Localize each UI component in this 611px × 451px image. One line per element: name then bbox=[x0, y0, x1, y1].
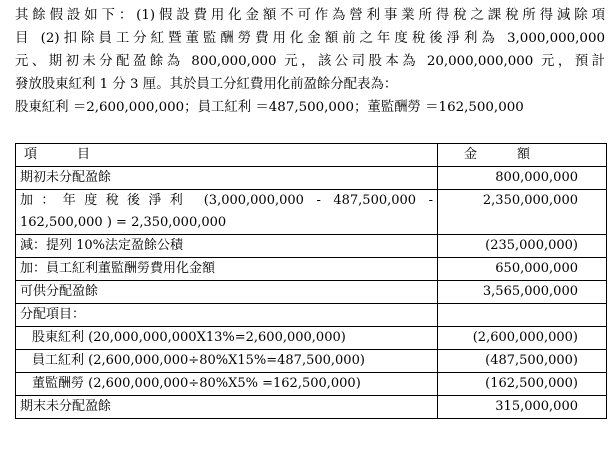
header-amount-char-a: 金 bbox=[464, 147, 478, 162]
intro-line-5: 股東紅利 ＝2,600,000,000；員工紅利 ＝487,500,000；董監酬勞 ＝162,500,000 bbox=[15, 100, 524, 115]
intro-line-3: 元、期初未分配盈餘為 800,000,000 元，該公司股本為 20,000,000,000 元，預計 bbox=[15, 54, 605, 69]
table-row bbox=[16, 304, 607, 327]
table-row bbox=[16, 190, 607, 235]
intro-line-2: 目 (2)扣除員工分紅暨董監酬勞費用化金額前之年度稅後淨利為 3,000,000,000 bbox=[15, 31, 605, 46]
table-row bbox=[16, 396, 607, 419]
table-row bbox=[16, 281, 607, 304]
row-employee-bonus-item: 員工紅利 (2,600,000,000÷80%X15%=487,500,000) bbox=[16, 350, 438, 373]
header-amount-char-b: 額 bbox=[517, 147, 531, 162]
header-item-char-a: 項 bbox=[24, 147, 38, 162]
row-legal-reserve-item: 減：提列 10%法定盈餘公積 bbox=[16, 235, 438, 258]
row-shareholder-dividend-item: 股東紅利 (20,000,000,000X13%=2,600,000,000) bbox=[16, 327, 438, 350]
row-employee-bonus-amount: (487,500,000) bbox=[438, 350, 607, 373]
row-closing-retained-item: 期末未分配盈餘 bbox=[16, 396, 438, 419]
row-net-income-line-2: 162,500,000 ) = 2,350,000,000 bbox=[20, 215, 227, 230]
table-row bbox=[16, 258, 607, 281]
header-amount bbox=[438, 144, 607, 167]
row-net-income-item bbox=[16, 190, 438, 235]
row-net-income-line-1: 加：年度稅後淨利 (3,000,000,000 - 487,500,000 - bbox=[20, 193, 433, 208]
row-distributable-item: 可供分配盈餘 bbox=[16, 281, 438, 304]
earnings-distribution-table bbox=[15, 143, 607, 419]
row-opening-retained-item: 期初未分配盈餘 bbox=[16, 167, 438, 190]
row-distribution-items-amount bbox=[438, 304, 607, 327]
row-legal-reserve-amount: (235,000,000) bbox=[438, 235, 607, 258]
table-row bbox=[16, 235, 607, 258]
table-header-row bbox=[16, 144, 607, 167]
row-expensed-bonus-amount: 650,000,000 bbox=[438, 258, 607, 281]
intro-line-1: 其餘假設如下：(1)假設費用化金額不可作為營利事業所得稅之課稅所得減除項 bbox=[15, 8, 605, 23]
table-row bbox=[16, 167, 607, 190]
row-closing-retained-amount: 315,000,000 bbox=[438, 396, 607, 419]
intro-paragraph bbox=[15, 4, 605, 119]
row-director-remuneration-item: 董監酬勞 (2,600,000,000÷80%X5% =162,500,000) bbox=[16, 373, 438, 396]
header-item-char-b: 目 bbox=[77, 147, 91, 162]
row-distributable-amount: 3,565,000,000 bbox=[438, 281, 607, 304]
table-row bbox=[16, 327, 607, 350]
row-director-remuneration-amount: (162,500,000) bbox=[438, 373, 607, 396]
table-row bbox=[16, 373, 607, 396]
table-row bbox=[16, 350, 607, 373]
row-opening-retained-amount: 800,000,000 bbox=[438, 167, 607, 190]
row-expensed-bonus-item: 加：員工紅利董監酬勞費用化金額 bbox=[16, 258, 438, 281]
row-distribution-items-heading: 分配項目： bbox=[16, 304, 438, 327]
header-item bbox=[16, 144, 438, 167]
row-shareholder-dividend-amount: (2,600,000,000) bbox=[438, 327, 607, 350]
row-net-income-amount: 2,350,000,000 bbox=[438, 190, 607, 235]
intro-line-4: 發放股東紅利 1 分 3 厘。其於員工分紅費用化前盈餘分配表為： bbox=[15, 77, 398, 92]
